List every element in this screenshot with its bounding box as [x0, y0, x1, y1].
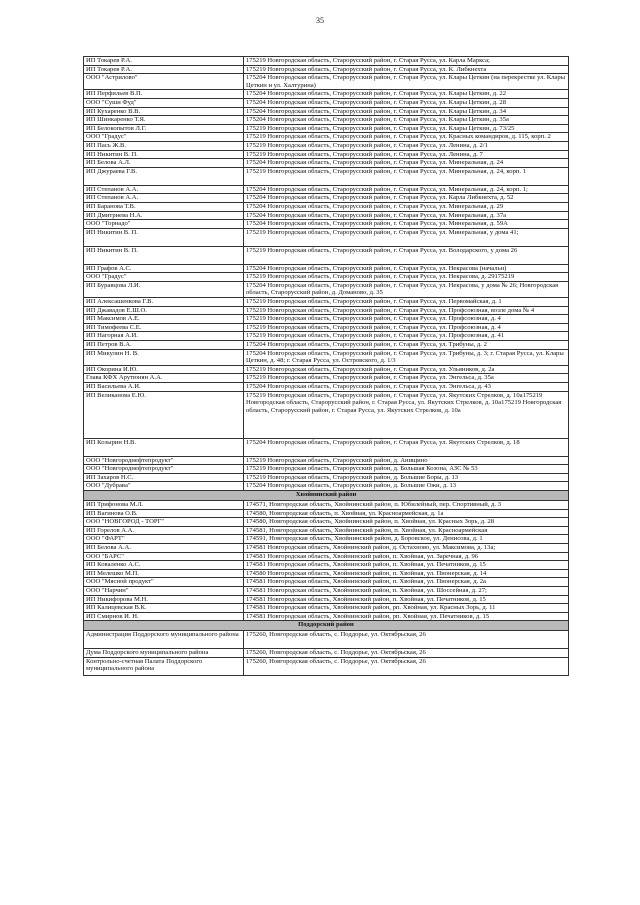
- section-header: Поддорский район: [84, 621, 569, 631]
- organization-cell: ИП Степанов А.А.: [84, 185, 244, 194]
- table-row: [84, 543, 569, 552]
- address-cell: 174581 Новгородская область, Хвойнинский район, п. Хвойная, ул. Печатников, д. 15: [244, 595, 569, 604]
- table-row: [84, 526, 569, 535]
- address-cell: 175219 Новгородская область, Старорусский район, г. Старая Русса, ул. Якутских Стрелков, д. 10а175219 Новгородская область, Старорусский район, г. Старая Русса, ул. Якутских Стрелков, д. 10а175219 Новгородская область, Старорусский район, г. Старая Русса, ул. Якутских Стрелков, д. 10а: [244, 391, 569, 438]
- table-row: [84, 332, 569, 341]
- organization-cell: ИП Вагинова О.В.: [84, 509, 244, 518]
- table-row: [84, 438, 569, 456]
- table-row: [84, 612, 569, 621]
- table-row: [84, 365, 569, 374]
- address-cell: 175204 Новгородская область, Старорусский район, г. Старая Русса, ул. Энгельса, д. 43: [244, 383, 569, 392]
- table-row: [84, 133, 569, 142]
- address-cell: 175219 Новгородская область, Старорусский район, д. Анищино: [244, 456, 569, 465]
- address-cell: 175204 Новгородская область, Старорусский район, г. Старая Русса, ул. Минеральная, д. 24: [244, 159, 569, 168]
- address-cell: 175204 Новгородская область, Старорусский район, г. Старая Русса, ул. Клары Цеткин, д. 35а: [244, 116, 569, 125]
- organization-cell: ИП Мелешко М.П.: [84, 569, 244, 578]
- organizations-table-body: [84, 57, 569, 676]
- address-cell: 175219 Новгородская область, Старорусский район, г. Старая Русса, ул. Первомайская, д. 1: [244, 298, 569, 307]
- organization-cell: ИП Никитин В. П.: [84, 246, 244, 264]
- address-cell: 174581 Новгородская область, Хвойнинский район, п. Хвойная, ул. Печатников, д. 15: [244, 561, 569, 570]
- organization-cell: ИП Великанова Е.Ю.: [84, 391, 244, 438]
- organization-cell: ИП Никитин В. П.: [84, 150, 244, 159]
- address-cell: 175204 Новгородская область, Старорусский район, г. Старая Русса, ул. Якутских Стрелков, д. 18: [244, 438, 569, 456]
- address-cell: 174581 Новгородская область, Хвойнинский район, п. Хвойная, ул. Шоссейная, д. 27;: [244, 586, 569, 595]
- table-row: [84, 298, 569, 307]
- address-cell: 175219 Новгородская область, Старорусский район, г. Старая Русса, ул. Красных командиров, д. 115, корп. 2: [244, 133, 569, 142]
- table-row: [84, 561, 569, 570]
- address-cell: 175219 Новгородская область, Старорусский район, г. Старая Русса, ул. Володарского, у дома 26: [244, 246, 569, 264]
- table-row: [84, 74, 569, 90]
- address-cell: 175204 Новгородская область, Старорусский район, г. Старая Русса, ул. Клары Цеткин, д. 28: [244, 98, 569, 107]
- address-cell: 175260, Новгородская область, с. Поддорье, ул. Октябрьская, 26: [244, 631, 569, 649]
- address-cell: 174580, Новгородская область, Хвойнинский район, п. Хвойная, ул. Красных Зорь, д. 28: [244, 518, 569, 527]
- organization-cell: Администрация Поддорского муниципального района: [84, 631, 244, 649]
- address-cell: 174581 Новгородская область, Хвойнинский район, д. Остахново, ул. Максимова, д. 13а;: [244, 543, 569, 552]
- organization-cell: ИП Максимов А.Е.: [84, 315, 244, 324]
- table-row: [84, 456, 569, 465]
- organization-cell: ИП Захаров Н.С.: [84, 473, 244, 482]
- address-cell: 175219 Новгородская область, Старорусский район, г. Старая Русса, ул. Профсоюзная, д. 4: [244, 315, 569, 324]
- table-row: [84, 281, 569, 297]
- address-cell: 175219 Новгородская область, Старорусский район, г. Старая Русса, ул. Профсоюзная, возле дома № 4: [244, 306, 569, 315]
- table-row: [84, 473, 569, 482]
- table-row: [84, 465, 569, 474]
- address-cell: 174581, Новгородская область, Хвойнинский район, п. Хвойная, ул. Красноармейская: [244, 526, 569, 535]
- organization-cell: ИП Перфильев В.П.: [84, 90, 244, 99]
- organization-cell: ООО "Нарчин": [84, 586, 244, 595]
- organization-cell: ООО "Мясной продукт": [84, 578, 244, 587]
- table-row: [84, 631, 569, 649]
- table-row: [84, 57, 569, 66]
- table-row: [84, 273, 569, 282]
- organization-cell: ИП Алексашенкова Г.В.: [84, 298, 244, 307]
- address-cell: 175204 Новгородская область, Старорусский район, г. Старая Русса, ул. Трибуны, д. 3; г. Старая Русса, ул. Клары Цеткин, д. 48; г. Старая Русса, ул. Островского, д. 1/3: [244, 349, 569, 365]
- table-row: [84, 518, 569, 527]
- address-cell: 174581 Новгородская область, Хвойнинский район, рп. Хвойная, ул. Печатников, д. 15: [244, 612, 569, 621]
- organization-cell: ООО "БАРС": [84, 552, 244, 561]
- table-row: [84, 246, 569, 264]
- address-cell: 175204 Новгородская область, Старорусский район, г. Старая Русса, ул. Минеральная, д. 59А: [244, 220, 569, 229]
- organization-cell: ИП Баранова Т.В.: [84, 202, 244, 211]
- organization-cell: ИП Графов А.С.: [84, 264, 244, 273]
- organization-cell: ООО "Градус": [84, 273, 244, 282]
- organization-cell: ИП Никифорова М.Н.: [84, 595, 244, 604]
- organization-cell: ООО "ФАРТ": [84, 535, 244, 544]
- address-cell: 175204 Новгородская область, Старорусский район, г. Старая Русса, ул. Некрасова, у дома № 26; Новгородская область, Старорусский район, д. Доманово, д. 35: [244, 281, 569, 297]
- address-cell: 175219 Новгородская область, Старорусский район, г. Старая Русса, ул. К. Либкнехта: [244, 65, 569, 74]
- section-header-row: [84, 490, 569, 500]
- organization-cell: Глава КФХ Арутюнян А.А.: [84, 374, 244, 383]
- address-cell: 175204 Новгородская область, Старорусский район, г. Старая Русса, ул. Минеральная, д. 29: [244, 202, 569, 211]
- organization-cell: ООО "НОВГОРОД - ТОРГ": [84, 518, 244, 527]
- address-cell: 175219 Новгородская область, Старорусский район, д. Большая Козона, АЗС № 53: [244, 465, 569, 474]
- table-row: [84, 306, 569, 315]
- organizations-table: [83, 56, 569, 676]
- address-cell: 174581 Новгородская область, Хвойнинский район, рп. Хвойная, ул. Красных Зорь, д. 11: [244, 604, 569, 613]
- organization-cell: ИП Белова А.А.: [84, 543, 244, 552]
- organization-cell: ООО "Градус": [84, 133, 244, 142]
- address-cell: 174581 Новгородская область, Хвойнинский район, п. Хвойная, ул. Пионерская, д. 2а: [244, 578, 569, 587]
- organization-cell: ИП Белокопытов Л.Г.: [84, 124, 244, 133]
- address-cell: 175219 Новгородская область, Старорусский район, г. Старая Русса, ул. Ленина, д. 7: [244, 150, 569, 159]
- organization-cell: ООО "Астрилово": [84, 74, 244, 90]
- table-row: [84, 220, 569, 229]
- table-row: [84, 185, 569, 194]
- organization-cell: ИП Нагорная А.И.: [84, 332, 244, 341]
- table-row: [84, 107, 569, 116]
- table-row: [84, 167, 569, 185]
- table-row: [84, 657, 569, 675]
- organization-cell: ООО "Торнадо": [84, 220, 244, 229]
- address-cell: 175219 Новгородская область, Старорусский район, г. Старая Русса, ул. Профсоюзная, д. 41: [244, 332, 569, 341]
- address-cell: 175204 Новгородская область, Старорусский район, г. Старая Русса, ул. Трибуны, д. 2: [244, 341, 569, 350]
- address-cell: 174580 Новгородская область, Хвойнинский район, п. Хвойная, ул. Пионерская, д. 14: [244, 569, 569, 578]
- address-cell: 175219 Новгородская область, Старорусский район, г. Старая Русса, ул. Некрасова, д. 29175219: [244, 273, 569, 282]
- address-cell: 174591, Новгородская область, Хвойнинский район, д. Боровское, ул. Денисова, д. 1: [244, 535, 569, 544]
- address-cell: 175219 Новгородская область, Старорусский район, г. Старая Русса, ул. Энгельса, д. 35а: [244, 374, 569, 383]
- address-cell: 175219 Новгородская область, Старорусский район, г. Старая Русса, ул. Минеральная, д. 24, корп. 1: [244, 167, 569, 185]
- organization-cell: ИП Смирнов И. Н.: [84, 612, 244, 621]
- address-cell: 175260, Новгородская область, с. Поддорье, ул. Октябрьская, 26: [244, 649, 569, 658]
- table-row: [84, 586, 569, 595]
- organization-cell: ИП Микулин Н. В.: [84, 349, 244, 365]
- table-row: [84, 482, 569, 491]
- table-row: [84, 315, 569, 324]
- organization-cell: ИП Трифонова М.Л.: [84, 500, 244, 509]
- organization-cell: ИП Степанов А.А.: [84, 194, 244, 203]
- address-cell: 174571, Новгородская область, Хвойнинский район, п. Юбилейный, пер. Спортивный, д. 3: [244, 500, 569, 509]
- organization-cell: ИП Дмитриева Н.А.: [84, 211, 244, 220]
- organization-cell: ИП Белова А.Л.: [84, 159, 244, 168]
- organization-cell: ИП Никитин В. П.: [84, 228, 244, 246]
- address-cell: 175204 Новгородская область, Старорусский район, г. Старая Русса, ул. Клары Цеткин (на перекрестке ул. Клары Цеткин и ул. Халтурина): [244, 74, 569, 90]
- address-cell: 175219 Новгородская область, Старорусский район, г. Старая Русса, ул. Профсоюзная, д. 4: [244, 323, 569, 332]
- table-row: [84, 500, 569, 509]
- table-row: [84, 116, 569, 125]
- organization-cell: ИП Калицевская В.К.: [84, 604, 244, 613]
- address-cell: 175219 Новгородская область, Старорусский район, г. Старая Русса, ул. Ульяников, д. 2а: [244, 365, 569, 374]
- table-row: [84, 604, 569, 613]
- organization-cell: ИП Пась Ж.В.: [84, 141, 244, 150]
- address-cell: 175219 Новгородская область, Старорусский район, г. Старая Русса, ул. Клары Цеткин, д. 73/25: [244, 124, 569, 133]
- organization-cell: ИП Токарев Р.А.: [84, 65, 244, 74]
- organization-cell: ИП Шинкаренко Т.Я.: [84, 116, 244, 125]
- organization-cell: ИП Кухаренко В.В.: [84, 107, 244, 116]
- table-row: [84, 552, 569, 561]
- address-cell: 174580, Новгородская область, п. Хвойная, ул. Красноармейская, д. 1а: [244, 509, 569, 518]
- table-row: [84, 391, 569, 438]
- table-row: [84, 90, 569, 99]
- address-cell: 175219 Новгородская область, Старорусский район, г. Старая Русса, ул. Карла Маркса;: [244, 57, 569, 66]
- table-row: [84, 98, 569, 107]
- table-row: [84, 569, 569, 578]
- address-cell: 175204 Новгородская область, Старорусский район, д. Большие Ожи, д. 13: [244, 482, 569, 491]
- organization-cell: Контрольно-счетная Палата Поддорского муниципального района: [84, 657, 244, 675]
- table-row: [84, 65, 569, 74]
- table-row: [84, 211, 569, 220]
- address-cell: 175204 Новгородская область, Старорусский район, г. Старая Русса, ул. Клары Цеткин, д. 22: [244, 90, 569, 99]
- page-number: 35: [316, 16, 324, 25]
- address-cell: 175219 Новгородская область, Старорусский район, д. Большие Боры, д. 13: [244, 473, 569, 482]
- address-cell: 175219 Новгородская область, Старорусский район, г. Старая Русса, ул. Минеральная, у дома 41;: [244, 228, 569, 246]
- organization-cell: ИП Тимофеева С.Е.: [84, 323, 244, 332]
- table-row: [84, 349, 569, 365]
- organization-cell: ИП Джураева Г.В.: [84, 167, 244, 185]
- table-row: [84, 194, 569, 203]
- organization-cell: ООО "Новгороднефтепродукт": [84, 465, 244, 474]
- organization-cell: ИП Токарев Р.А.: [84, 57, 244, 66]
- table-row: [84, 341, 569, 350]
- address-cell: 175204 Новгородская область, Старорусский район, г. Старая Русса, ул. Минеральная, д. 37а: [244, 211, 569, 220]
- organization-cell: Дума Поддорского муниципального района: [84, 649, 244, 658]
- table-row: [84, 150, 569, 159]
- table-row: [84, 383, 569, 392]
- organization-cell: ООО "Суши Фуд": [84, 98, 244, 107]
- table-row: [84, 535, 569, 544]
- organization-cell: ООО "Дубрава": [84, 482, 244, 491]
- section-header: Хвойнинский район: [84, 490, 569, 500]
- address-cell: 175260, Новгородская область, с. Поддорье, ул. Октябрьская, 26: [244, 657, 569, 675]
- section-header-row: [84, 621, 569, 631]
- table-row: [84, 649, 569, 658]
- address-cell: 175204 Новгородская область, Старорусский район, г. Старая Русса, ул. Некрасова (начальн): [244, 264, 569, 273]
- table-row: [84, 141, 569, 150]
- table-row: [84, 374, 569, 383]
- address-cell: 175204 Новгородская область, Старорусский район, г. Старая Русса, ул. Минеральная, д. 24, корп. 1;: [244, 185, 569, 194]
- table-row: [84, 228, 569, 246]
- organization-cell: ООО "Новгороднефтепродукт": [84, 456, 244, 465]
- table-row: [84, 595, 569, 604]
- organization-cell: ИП Петров В.А.: [84, 341, 244, 350]
- organization-cell: ИП Буравцова Л.И.: [84, 281, 244, 297]
- table-row: [84, 159, 569, 168]
- organization-cell: ИП Окорина И.Ю.: [84, 365, 244, 374]
- table-row: [84, 509, 569, 518]
- address-cell: 175204 Новгородская область, Старорусский район, г. Старая Русса, ул. Клары Цеткин, д. 34: [244, 107, 569, 116]
- organization-cell: ИП Васильева А.И.: [84, 383, 244, 392]
- organization-cell: ИП Горелов А.А.: [84, 526, 244, 535]
- address-cell: 175219 Новгородская область, Старорусский район, г. Старая Русса, ул. Ленина, д. 2/1: [244, 141, 569, 150]
- address-cell: 174581 Новгородская область, Хвойнинский район, п. Хвойная, ул. Заречная, д. 96: [244, 552, 569, 561]
- table-row: [84, 578, 569, 587]
- organization-cell: ИП Коваленко А.С.: [84, 561, 244, 570]
- table-row: [84, 202, 569, 211]
- table-row: [84, 264, 569, 273]
- organization-cell: ИП Джавадов Е.Ш.О.: [84, 306, 244, 315]
- table-row: [84, 323, 569, 332]
- table-row: [84, 124, 569, 133]
- address-cell: 175204 Новгородская область, Старорусский район, г. Старая Русса, ул. Карла Либкнехта, д. 52: [244, 194, 569, 203]
- organization-cell: ИП Козырин Н.В.: [84, 438, 244, 456]
